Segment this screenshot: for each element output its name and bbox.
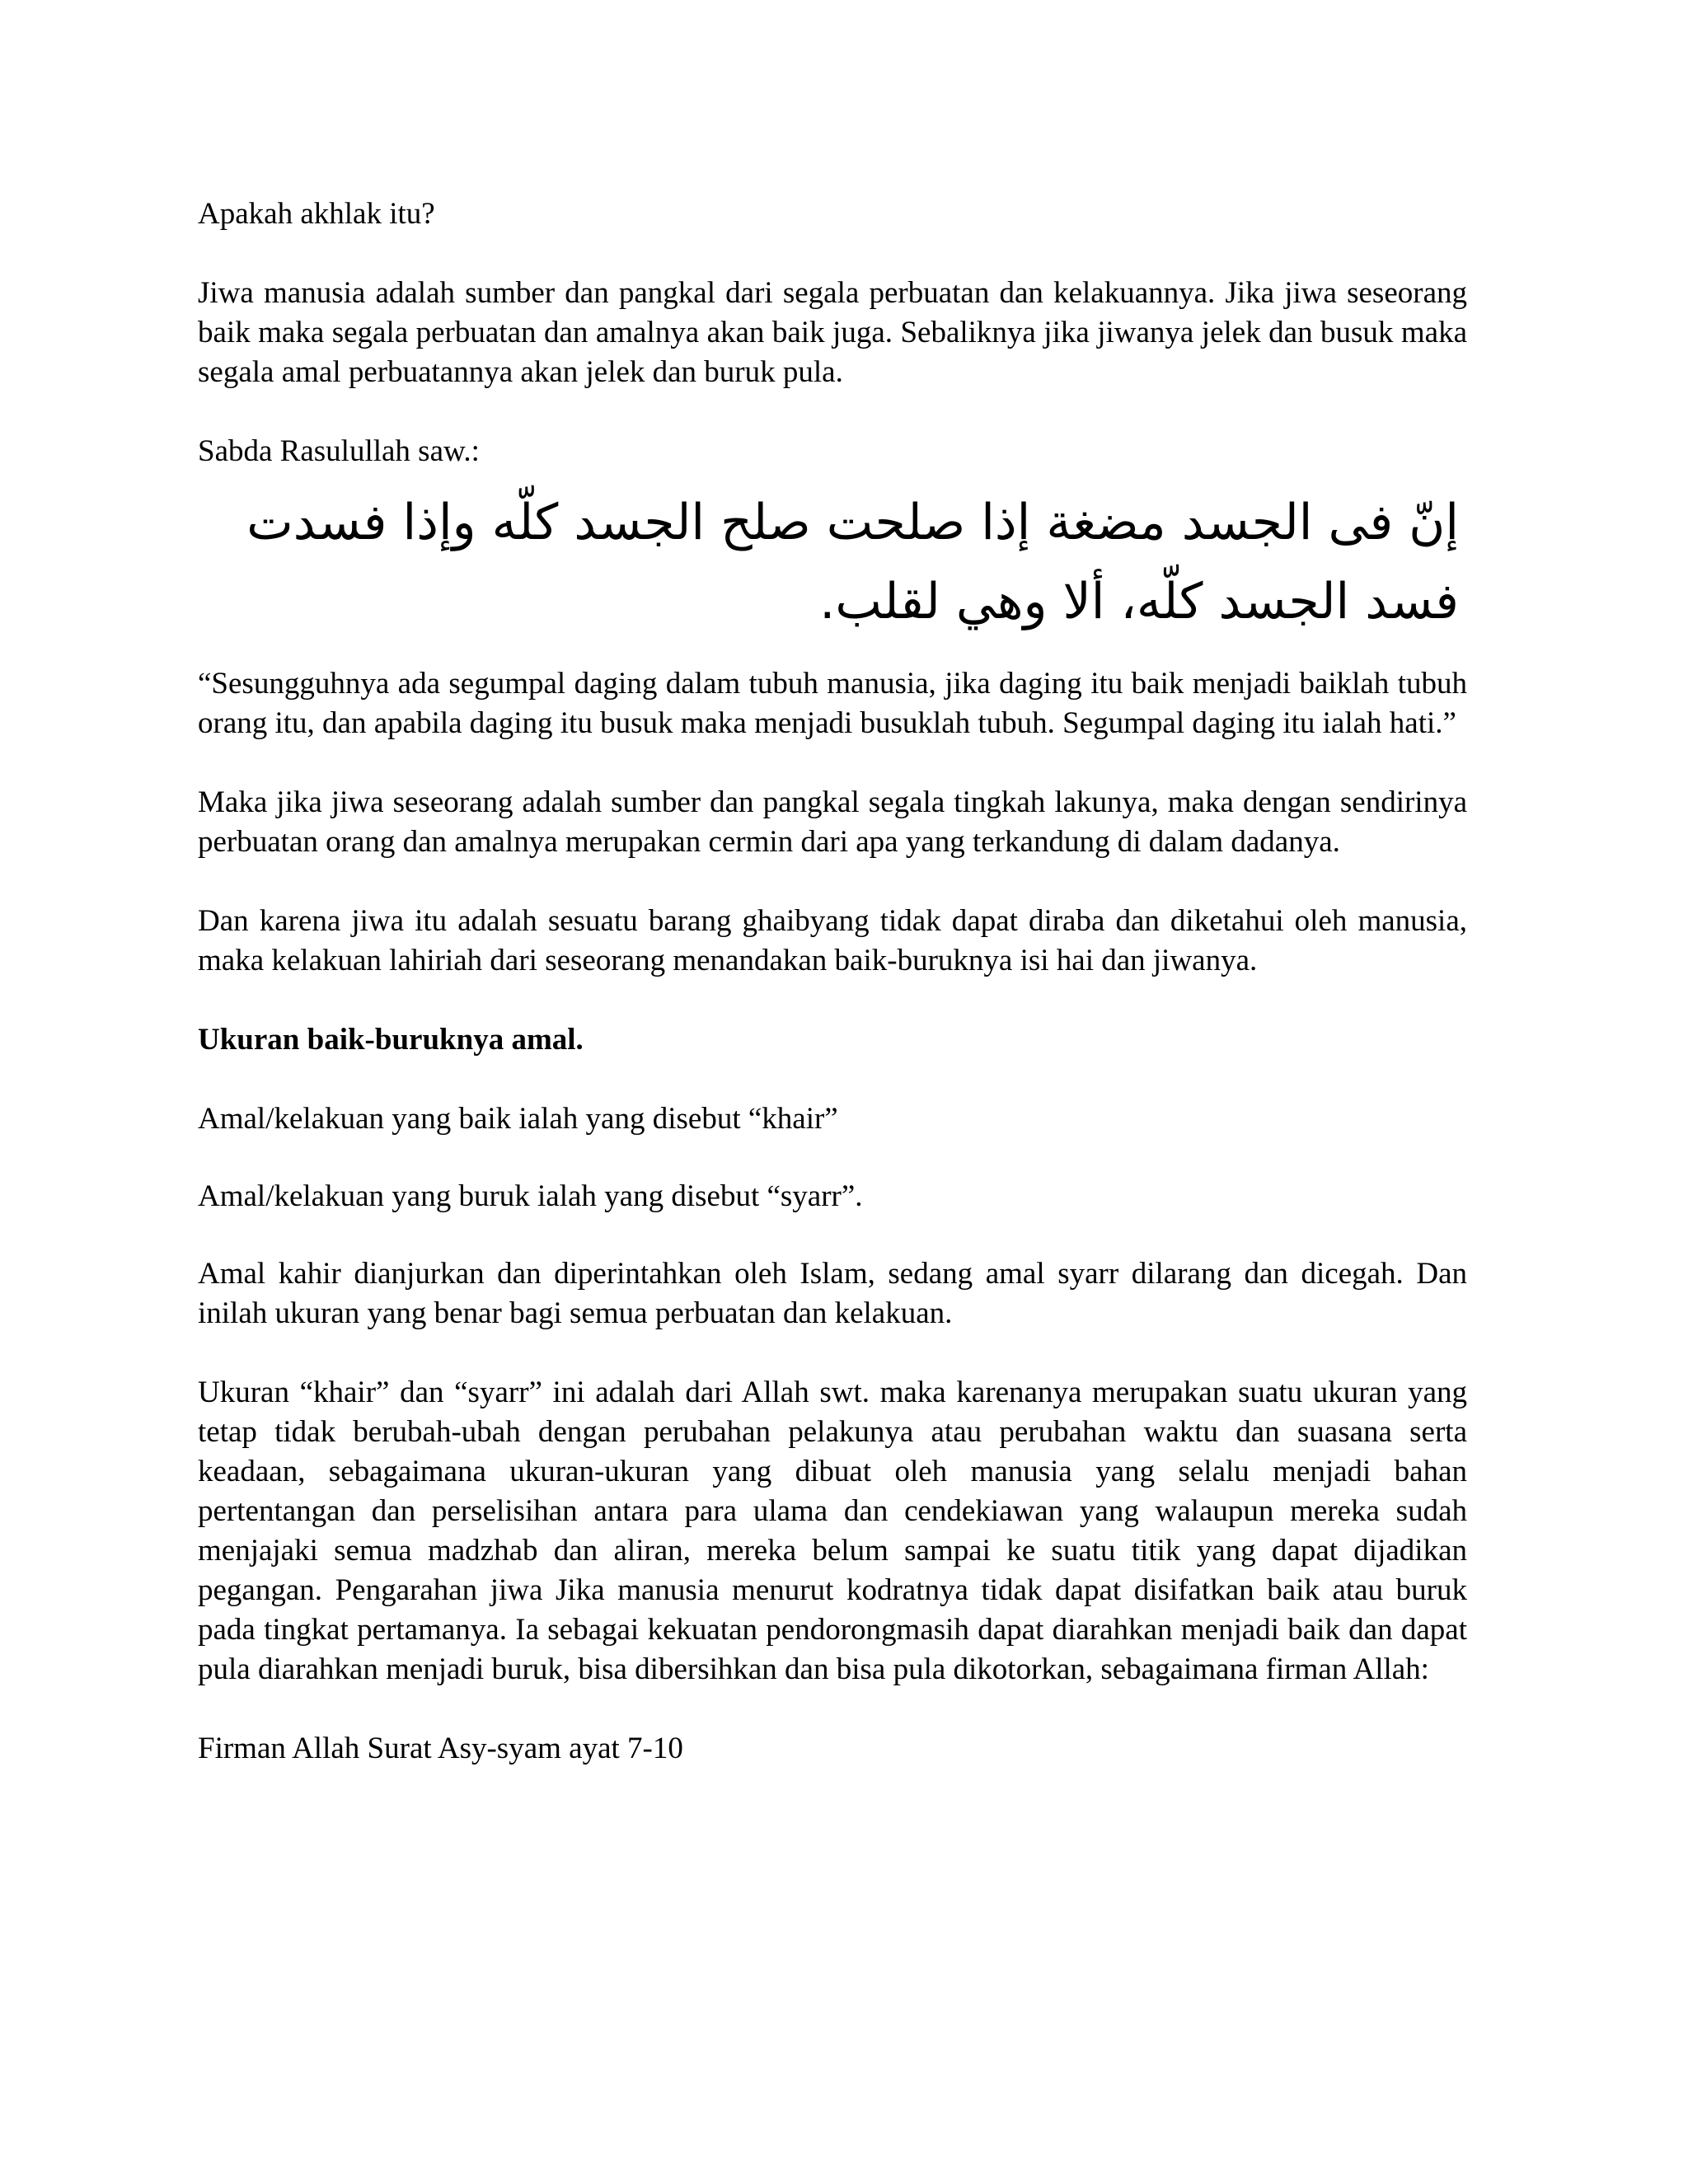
- paragraph-ukuran: Ukuran “khair” dan “syarr” ini adalah dari Allah swt. maka karenanya merupakan suatu ukuran yang tetap tidak berubah-ubah dengan perubahan pelakunya atau perubahan waktu dan suasana serta keadaan, sebagaimana ukuran-ukuran yang dibuat oleh manusia yang selalu menjadi bahan pertentangan dan perselisihan antara para ulama dan cendekiawan yang walaupun mereka sudah menjajaki semua madzhab dan aliran, mereka belum sampai ke suatu titik yang dapat dijadikan pegangan. Pengarahan jiwa Jika manusia menurut kodratnya tidak dapat disifatkan baik atau buruk pada tingkat pertamanya. Ia sebagai kekuatan pendorongmasih dapat diarahkan menjadi baik dan dapat pula diarahkan menjadi buruk, bisa dibersihkan dan bisa pula dikotorkan, sebagaimana firman Allah:: [198, 1376, 1467, 1686]
- question-line: Apakah akhlak itu?: [198, 197, 435, 231]
- khair-line: Amal/kelakuan yang baik ialah yang disebut “khair”: [198, 1102, 838, 1136]
- closing-line: Firman Allah Surat Asy-syam ayat 7-10: [198, 1732, 683, 1765]
- paragraph-amal-khair: Amal kahir dianjurkan dan diperintahkan oleh Islam, sedang amal syarr dilarang dan dicegah. Dan inilah ukuran yang benar bagi semua perbuatan dan kelakuan.: [198, 1257, 1467, 1330]
- arabic-line-2: فسد الجسد كلّه، ألا وهي لقلب.: [819, 573, 1459, 630]
- paragraph-cermin: Maka jika jiwa seseorang adalah sumber dan pangkal segala tingkah lakunya, maka dengan sendirinya perbuatan orang dan amalnya merupakan cermin dari apa yang terkandung di dalam dadanya.: [198, 785, 1467, 859]
- paragraph-jiwa-manusia: Jiwa manusia adalah sumber dan pangkal dari segala perbuatan dan kelakuannya. Jika jiwa seseorang baik maka segala perbuatan dan amalnya akan baik juga. Sebaliknya jika jiwanya jelek dan busuk maka segala amal perbuatannya akan jelek dan buruk pula.: [198, 276, 1467, 389]
- hadith-translation: “Sesungguhnya ada segumpal daging dalam tubuh manusia, jika daging itu baik menjadi baiklah tubuh orang itu, dan apabila daging itu busuk maka menjadi busuklah tubuh. Segumpal daging itu ialah hati.”: [198, 667, 1467, 740]
- sabda-intro: Sabda Rasulullah saw.:: [198, 434, 480, 468]
- document-page: [198, 194, 1467, 1769]
- arabic-hadith: [198, 483, 1467, 641]
- paragraph-ghaib: Dan karena jiwa itu adalah sesuatu barang ghaibyang tidak dapat diraba dan diketahui oleh manusia, maka kelakuan lahiriah dari seseorang menandakan baik-buruknya isi hai dan jiwanya.: [198, 904, 1467, 977]
- arabic-line-1: إنّ فى الجسد مضغة إذا صلحت صلح الجسد كلّه وإذا فسدت: [246, 494, 1459, 551]
- section-heading: Ukuran baik-buruknya amal.: [198, 1023, 584, 1057]
- syarr-line: Amal/kelakuan yang buruk ialah yang disebut “syarr”.: [198, 1179, 863, 1213]
